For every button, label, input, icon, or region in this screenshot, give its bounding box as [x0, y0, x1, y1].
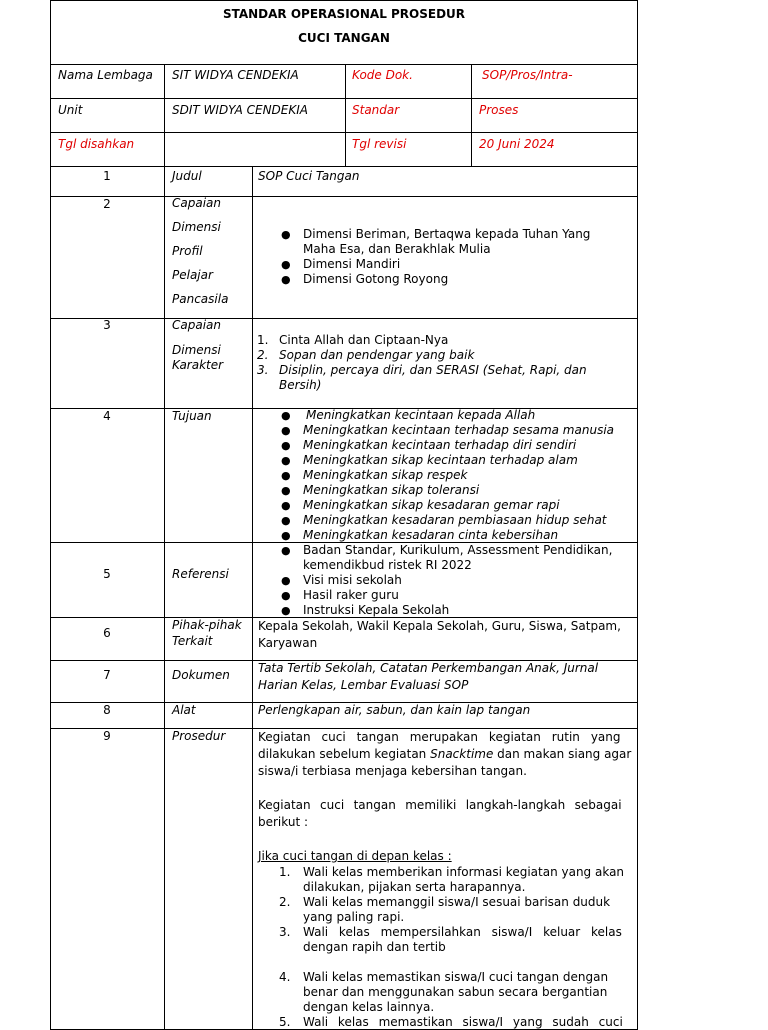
list-item	[279, 408, 614, 423]
kode-dok-value: SOP/Pros/Intra-	[482, 68, 573, 82]
karakter-list	[257, 333, 587, 393]
list-item-text: Meningkatkan kecintaan terhadap diri sendiri	[303, 438, 577, 452]
list-item-text: Dimensi Gotong Royong	[303, 272, 449, 286]
row-content-line: Tata Tertib Sekolah, Catatan Perkembangan Anak, Jurnal	[258, 661, 599, 675]
row-number: 8	[103, 703, 111, 717]
row-number: 4	[103, 409, 111, 423]
list-item	[279, 438, 614, 453]
document-title: STANDAR OPERASIONAL PROSEDUR	[222, 7, 466, 21]
tgl-revisi-label: Tgl revisi	[352, 137, 407, 151]
step-number: 4.	[279, 970, 291, 984]
prosedur-paragraph-2	[258, 797, 631, 831]
snacktime-term: Snacktime	[430, 747, 494, 761]
list-item-text: Sopan dan pendengar yang baik	[279, 348, 475, 362]
prosedur-subheading: Jika cuci tangan di depan kelas :	[258, 849, 452, 863]
row-divider	[50, 98, 638, 99]
prosedur-steps	[279, 865, 631, 1030]
list-item: 3. Disiplin, percaya diri, dan SERASI (Sehat, Rapi, dan	[257, 363, 587, 377]
step-line: benar dan menggunakan sabun secara bergantian	[303, 985, 608, 999]
step-number: 5.	[279, 1015, 291, 1029]
tgl-revisi-value: 20 Juni 2024	[479, 137, 555, 151]
kode-dok-label: Kode Dok.	[352, 68, 413, 82]
list-item-text: Disiplin, percaya diri, dan SERASI (Sehat, Rapi, dan	[279, 363, 587, 377]
list-item	[279, 257, 590, 272]
step-line: Wali kelas memberikan informasi kegiatan yang akan	[303, 865, 625, 879]
list-item	[279, 227, 590, 242]
step-item	[279, 1015, 631, 1030]
list-item-text: Cinta Allah dan Ciptaan-Nya	[279, 333, 449, 347]
list-item: 2. Sopan dan pendengar yang baik	[257, 348, 475, 362]
step-line: Wali kelas memastikan siswa/I yang sudah cuci	[303, 1015, 623, 1029]
paragraph-line	[258, 746, 631, 763]
step-line: dengan rapih dan tertib	[303, 940, 446, 954]
list-item	[279, 272, 590, 287]
row-label-tujuan: Tujuan	[172, 409, 212, 423]
list-item-text: Meningkatkan sikap kecintaan terhadap alam	[303, 453, 578, 467]
list-item	[279, 483, 614, 498]
list-item-text: Maha Esa, dan Berakhlak Mulia	[303, 242, 491, 256]
tgl-disahkan-label: Tgl disahkan	[58, 137, 135, 151]
row-number: 3	[103, 318, 111, 332]
paragraph-line: berikut :	[258, 815, 309, 829]
list-item-text: Bersih)	[279, 378, 322, 392]
unit-label: Unit	[58, 103, 83, 117]
col-divider	[252, 166, 253, 1030]
row-label-dokumen: Dokumen	[172, 668, 230, 682]
list-item-text: Meningkatkan kecintaan kepada Allah	[306, 408, 536, 422]
nama-lembaga-value: SIT WIDYA CENDEKIA	[172, 68, 299, 82]
row-label-line: Profil	[172, 244, 203, 258]
row-label-line: Capaian	[172, 196, 221, 210]
list-item-text: Dimensi Beriman, Bertaqwa kepada Tuhan Yang	[303, 227, 591, 241]
profil-pancasila-list	[279, 227, 590, 287]
list-item	[279, 543, 612, 558]
row-label-alat: Alat	[172, 703, 196, 717]
list-item-text: Visi misi sekolah	[303, 573, 402, 587]
tujuan-list	[279, 408, 614, 543]
text-span: dan makan siang agar	[493, 747, 632, 761]
list-item-continuation	[279, 558, 612, 573]
row-content-alat: Perlengkapan air, sabun, dan kain lap tangan	[258, 703, 531, 717]
list-item-text: Meningkatkan kesadaran pembiasaan hidup sehat	[303, 513, 607, 527]
row-number: 9	[103, 729, 111, 743]
list-item	[279, 528, 614, 543]
row-label-referensi: Referensi	[172, 567, 229, 581]
list-item-text: Meningkatkan sikap kesadaran gemar rapi	[303, 498, 560, 512]
step-line: Wali kelas memastikan siswa/I cuci tangan dengan	[303, 970, 609, 984]
referensi-list	[279, 543, 612, 618]
list-item	[279, 573, 612, 588]
step-line: dilakukan, pijakan serta harapannya.	[303, 880, 526, 894]
paragraph-line: siswa/i terbiasa menjaga kebersihan tangan.	[258, 764, 527, 778]
list-item-text: Badan Standar, Kurikulum, Assessment Pendidikan,	[303, 543, 613, 557]
step-item	[279, 925, 631, 955]
row-label-line: Dimensi	[172, 343, 221, 357]
list-item	[279, 423, 614, 438]
step-item	[279, 970, 631, 1015]
list-item	[279, 498, 614, 513]
list-item-text: kemendikbud ristek RI 2022	[303, 558, 472, 572]
row-divider	[50, 132, 638, 133]
step-number: 1.	[279, 865, 291, 879]
row-content-line: Kepala Sekolah, Wakil Kepala Sekolah, Guru, Siswa, Satpam,	[258, 619, 621, 633]
list-item-text: Dimensi Mandiri	[303, 257, 401, 271]
step-line: yang paling rapi.	[303, 910, 405, 924]
row-label-line: Pihak-pihak	[172, 618, 242, 632]
list-item-text: Meningkatkan sikap toleransi	[303, 483, 480, 497]
row-label-line: Pancasila	[172, 292, 229, 306]
step-line: Wali kelas mempersilahkan siswa/I keluar kelas	[303, 925, 622, 939]
row-number: 5	[103, 567, 111, 581]
list-item	[279, 453, 614, 468]
row-label-judul: Judul	[172, 169, 202, 183]
step-line: dengan kelas lainnya.	[303, 1000, 435, 1014]
row-label-line: Capaian	[172, 318, 221, 332]
step-item	[279, 895, 631, 925]
col-divider	[164, 64, 165, 166]
col-divider	[345, 64, 346, 166]
list-item-text: Meningkatkan kesadaran cinta kebersihan	[303, 528, 559, 542]
document-subtitle: CUCI TANGAN	[298, 31, 390, 45]
row-number: 6	[103, 626, 111, 640]
list-item	[279, 588, 612, 603]
paragraph-line: Kegiatan cuci tangan memiliki langkah-langkah sebagai	[258, 798, 622, 812]
row-number: 7	[103, 668, 111, 682]
row-content-judul: SOP Cuci Tangan	[258, 169, 360, 183]
list-item-text: Instruksi Kepala Sekolah	[303, 603, 450, 617]
row-label-line: Terkait	[172, 634, 213, 648]
list-item-text: Meningkatkan kecintaan terhadap sesama manusia	[303, 423, 615, 437]
row-divider	[50, 166, 638, 167]
step-number: 2.	[279, 895, 291, 909]
list-item-continuation	[257, 378, 587, 393]
row-label-line: Dimensi	[172, 220, 221, 234]
row-label-prosedur: Prosedur	[172, 729, 226, 743]
row-label-line: Pelajar	[172, 268, 213, 282]
row-divider	[50, 64, 638, 65]
text-span: dilakukan sebelum kegiatan	[258, 747, 431, 761]
paragraph-line: Kegiatan cuci tangan merupakan kegiatan rutin yang	[258, 730, 621, 744]
standar-value: Proses	[479, 103, 519, 117]
list-item	[279, 513, 614, 528]
row-content-line: Harian Kelas, Lembar Evaluasi SOP	[258, 678, 469, 692]
list-item	[279, 603, 612, 618]
standar-label: Standar	[352, 103, 400, 117]
step-line: Wali kelas memanggil siswa/I sesuai barisan duduk	[303, 895, 611, 909]
unit-value: SDIT WIDYA CENDEKIA	[172, 103, 308, 117]
step-item	[279, 865, 631, 895]
list-item-continuation	[279, 242, 590, 257]
row-label-line: Karakter	[172, 358, 224, 372]
list-item: 1. Cinta Allah dan Ciptaan-Nya	[257, 333, 449, 347]
list-item-text: Hasil raker guru	[303, 588, 399, 602]
list-item-text: Meningkatkan sikap respek	[303, 468, 468, 482]
list-item	[279, 468, 614, 483]
row-content-line: Karyawan	[258, 636, 318, 650]
prosedur-paragraph-1	[258, 729, 631, 780]
nama-lembaga-label: Nama Lembaga	[58, 68, 153, 82]
step-number: 3.	[279, 925, 291, 939]
row-number: 2	[103, 197, 111, 211]
col-divider	[471, 64, 472, 166]
col-divider	[164, 166, 165, 1030]
row-number: 1	[103, 169, 111, 183]
